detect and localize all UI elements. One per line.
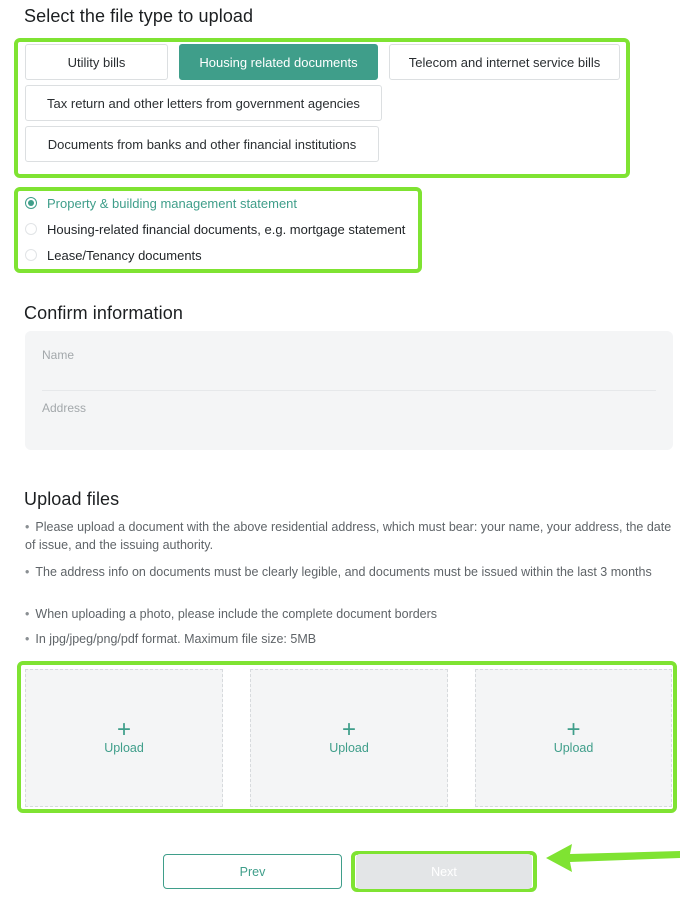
upload-slot-2[interactable] — [250, 669, 448, 807]
next-button[interactable]: Next — [356, 854, 532, 889]
upload-requirement-item: • The address info on documents must be clearly legible, and documents must be issued within the last 3 months — [25, 565, 652, 579]
upload-requirement-item: • Please upload a document with the above residential address, which must bear: your name, your address, the date of issue, and the issuing authority. — [25, 520, 672, 552]
bullet-dot-icon: • — [25, 607, 30, 621]
upload-slot-3[interactable] — [475, 669, 672, 807]
info-divider — [42, 390, 656, 391]
radio-option-label: Lease/Tenancy documents — [47, 247, 202, 263]
upload-label: Upload — [553, 741, 594, 755]
radio-selected-icon — [25, 197, 37, 209]
bullet-dot-icon: • — [25, 520, 30, 534]
chip-utility-bills[interactable]: Utility bills — [25, 44, 168, 80]
prev-button[interactable]: Prev — [163, 854, 342, 889]
chip-bank-financial-documents[interactable]: Documents from banks and other financial institutions — [25, 126, 379, 162]
pointer-arrow-icon — [540, 838, 685, 878]
radio-unselected-icon — [25, 223, 37, 235]
upload-slot-1[interactable] — [25, 669, 223, 807]
bullet-dot-icon: • — [25, 565, 30, 579]
upload-label: Upload — [329, 741, 369, 755]
file-type-title: Select the file type to upload — [24, 6, 254, 26]
radio-unselected-icon — [25, 249, 37, 261]
upload-requirement-item: • In jpg/jpeg/png/pdf format. Maximum file size: 5MB — [25, 632, 317, 646]
radio-option-label: Property & building management statement — [47, 195, 298, 211]
name-label: Name — [42, 348, 75, 362]
upload-files-title: Upload files — [24, 489, 120, 509]
confirm-information-panel — [25, 331, 673, 450]
radio-option-housing-financial[interactable] — [25, 220, 405, 238]
upload-label: Upload — [104, 741, 144, 755]
plus-icon: + — [116, 716, 131, 743]
bullet-dot-icon: • — [25, 632, 30, 646]
radio-option-lease-tenancy[interactable] — [25, 246, 202, 264]
radio-option-label: Housing-related financial documents, e.g. mortgage statement — [47, 221, 406, 237]
chip-tax-return-government-letters[interactable]: Tax return and other letters from government agencies — [25, 85, 382, 121]
upload-requirement-item: • When uploading a photo, please include the complete document borders — [25, 607, 438, 621]
radio-option-property-statement[interactable] — [25, 194, 297, 212]
plus-icon: + — [341, 716, 356, 743]
confirm-information-title: Confirm information — [24, 303, 183, 323]
plus-icon: + — [566, 716, 581, 743]
chip-telecom-internet-bills[interactable]: Telecom and internet service bills — [389, 44, 620, 80]
chip-housing-related-documents[interactable]: Housing related documents — [179, 44, 378, 80]
address-label: Address — [42, 401, 87, 415]
